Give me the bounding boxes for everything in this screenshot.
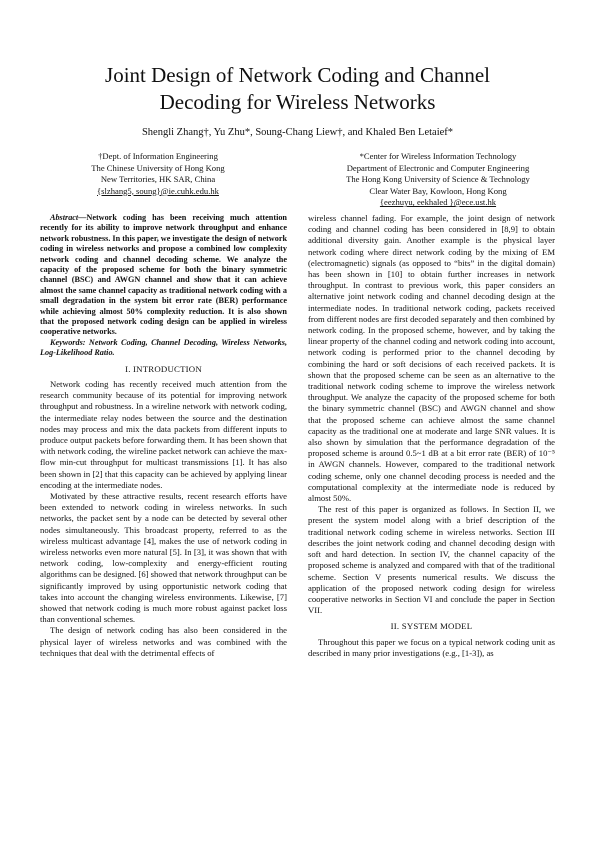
section-heading-system-model: II. SYSTEM MODEL [390,621,473,632]
affil-dept: Department of Electronic and Computer Engineering [346,162,530,173]
affiliation-hkust [318,151,558,209]
intro-paragraph-3: The design of network coding has also been considered in the physical layer of wireless networks and was combined with the techniques that deal with the detrimental effects of [40,625,287,658]
affil-dept: †Dept. of Information Engineering [98,151,218,161]
abstract-label: Abstract— [50,213,87,222]
abstract-text: Network coding has been receiving much attention recently for its ability to improve network throughput and enhance network robustness. In this paper, we investigate the design of network coding in wireless networks and propose a combined low complexity network coding and channel decoding scheme. We analyze the capacity of the proposed scheme for both the binary symmetric channel (BSC) and AWGN channel and show that it can achieve almost the same channel capacity as traditional network coding with a small degradation in the system bit error rate (BER) performance while achieving almost 50% complexity reduction. It is also shown that the proposed network coding design can be applied in wireless cooperative networks. [40,213,288,337]
affil-location: New Territories, HK SAR, China [100,174,216,184]
right-column [308,213,555,659]
affil-univ: The Chinese University of Hong Kong [91,162,225,173]
affiliation-cuhk [43,151,273,197]
paper-title [40,62,555,116]
author-list: Shengli Zhang†, Yu Zhu*, Soung-Chang Liew†, and Khaled Ben Letaief* [141,127,454,138]
abstract [40,213,287,338]
title-line-1: Joint Design of Network Coding and Channel [105,63,490,87]
left-column [40,213,287,659]
system-model-paragraph: Throughout this paper we focus on a typical network coding unit as described in many prior investigations (e.g., [1-3]), as [308,636,555,658]
intro-paragraph-1: Network coding has recently received much attention from the research community because of its potential for improving network throughput and robustness. In a wireline network with network coding, the intermediate relay nodes between the source and the destination nodes may process and mix the data packets from different inputs to produce output packets before forwarding them. It has been shown that with network coding, the wireline packet network can achieve the max-flow min-cut throughput for multicast transmissions [1]. It has also been shown in [2] that this capacity can be achieved by applying linear encoding at the intermediate nodes. [40,378,287,490]
affil-email[interactable]: {slzhang5, soung}@ie.cuhk.edu.hk [97,185,219,196]
affil-location: Clear Water Bay, Kowloon, Hong Kong [369,185,507,196]
intro-paragraph-2: Motivated by these attractive results, recent research efforts have been extended to network coding in wireless networks. In such networks, the packet sent by a node can be detected by several other nodes simultaneously. This broadcast property, referred to as the wireless multicast advantage [4], makes the use of network coding in wireless networks even more natural [5]. In [3], it was shown that with network coding, low-complexity and energy-efficient routing algorithms can be designed. [6] showed that network throughput can be significantly improved by using opportunistic network coding that takes into account the changing wireless environments. Likewise, [7] showed that network coding is much more robust against packet loss than conventional schemes. [40,490,287,625]
affil-email[interactable]: {eezhuyu, eekhaled }@ece.ust.hk [379,197,497,207]
affil-center: *Center for Wireless Information Technology [359,151,517,161]
affil-univ: The Hong Kong University of Science & Technology [346,174,530,184]
title-line-2: Decoding for Wireless Networks [159,90,436,114]
intro-paragraph-continued: wireless channel fading. For example, the joint design of network coding and channel coding has been considered in [8,9] to obtain additional diversity gain. Another example is the physical layer network coding where direct network coding by the mixing of EM (electromagnetic) signals (as opposed to “bits” in the digital domain) has been shown in [10] to obtain further increases in network throughput. In contrast to previous work, this paper considers an alternative joint network coding and channel decoding design at the intermediate nodes. In traditional network coding, packets received from different nodes are first decoded separately and then combined by network coding. In the proposed scheme, however, and by taking the linear property of the channel coding and network coding into account, network coding is performed prior to the channel decoding by combining the hard or soft decisions of each received packets. It is shown that the proposed scheme can be seen as an alternative to the traditional network coding scheme to improve the wireless network throughput. We analyze the capacity of the proposed scheme for both the binary symmetric channel (BSC) and AWGN channel and show that the proposed scheme can achieve almost the same channel capacity as the traditional one at moderate and large SNR values. It is also shown by simulation that the performance degradation of the proposed scheme is around 0.5~1 dB at a bit error rate (BER) of 10⁻⁵ in AWGN channels. However, compared to the traditional network coding scheme, only one channel decoding process is needed and the computational complexity at the intermediate node is reduced by almost 50%. [308,213,555,504]
section-heading-introduction: I. INTRODUCTION [125,363,202,374]
intro-paragraph-organization: The rest of this paper is organized as follows. In Section II, we present the system model along with a brief description of the traditional network coding scheme in wireless networks. Section III describes the joint network coding and channel decoding design with soft and hard detection. In section IV, the channel capacity of the proposed scheme is analyzed and compared with that of the traditional scheme. Section V presents numerical results. We discuss the application of the proposed network coding design for wireless cooperative networks in Section VI and conclude the paper in Section VII. [308,504,555,616]
keywords: Keywords: Network Coding, Channel Decoding, Wireless Networks, Log-Likelihood Ratio. [40,337,287,358]
